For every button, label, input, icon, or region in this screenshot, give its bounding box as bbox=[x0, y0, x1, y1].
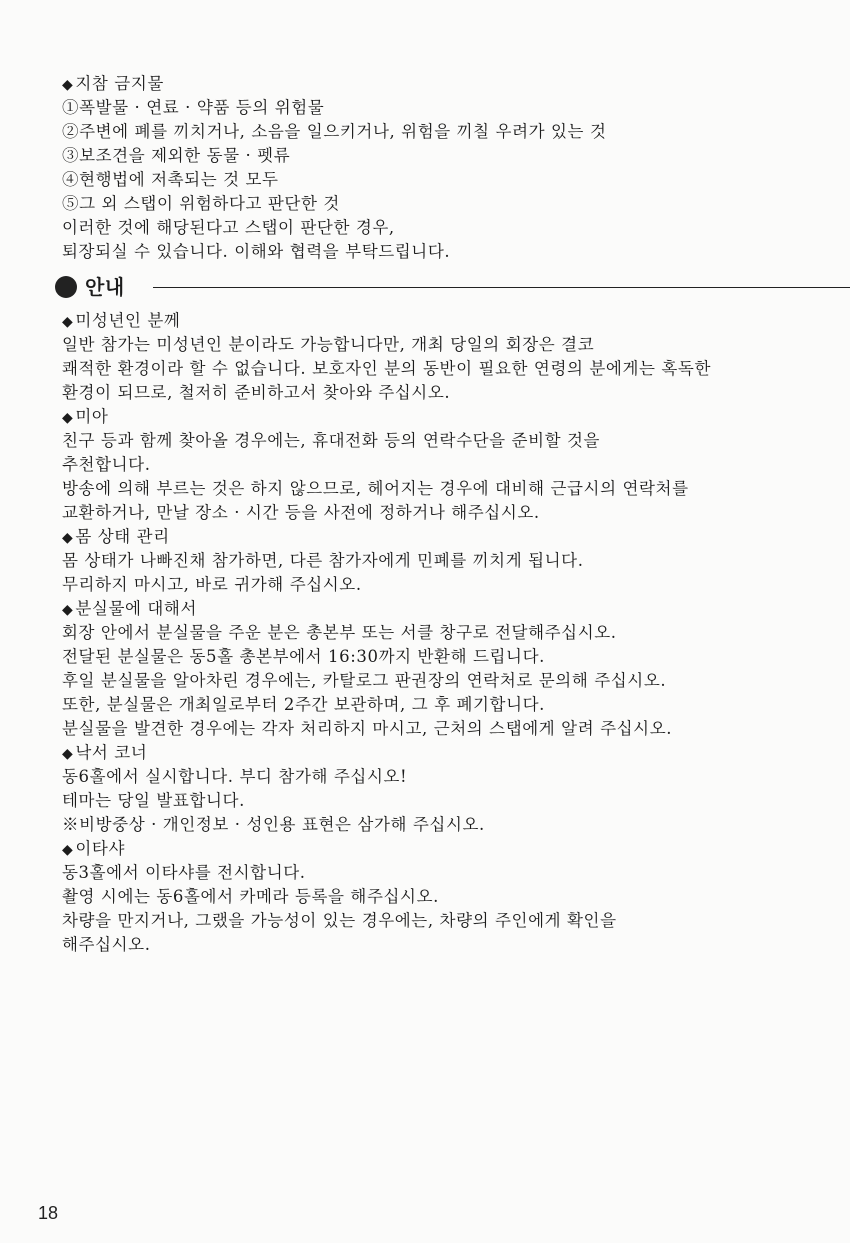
paragraph-line: ※비방중상 · 개인정보 · 성인용 표현은 삼가해 주십시오. bbox=[62, 815, 485, 834]
paragraph-line: 동6홀에서 실시합니다. 부디 참가해 주십시오! bbox=[62, 767, 408, 786]
section-bullet-icon bbox=[55, 276, 77, 298]
paragraph-line: 해주십시오. bbox=[62, 935, 151, 954]
minors-heading: ◆ 미성년인 분께 bbox=[62, 309, 180, 334]
paragraph-line: 차량을 만지거나, 그랬을 가능성이 있는 경우에는, 차량의 주인에게 확인을 bbox=[62, 911, 617, 930]
prohibited-items-heading: ◆ 지참 금지물 bbox=[62, 72, 164, 97]
prohibited-item: ③보조견을 제외한 동물 · 펫류 bbox=[62, 146, 291, 165]
paragraph-line: 친구 등과 함께 찾아올 경우에는, 휴대전화 등의 연락수단을 준비할 것을 bbox=[62, 431, 601, 450]
paragraph-line: 후일 분실물을 알아차린 경우에는, 카탈로그 판권장의 연락처로 문의해 주십시오. bbox=[62, 671, 667, 690]
lost-items-heading: ◆ 분실물에 대해서 bbox=[62, 597, 197, 622]
paragraph-line: 회장 안에서 분실물을 주운 분은 총본부 또는 서클 창구로 전달해주십시오. bbox=[62, 623, 617, 642]
paragraph-line: 몸 상태가 나빠진채 참가하면, 다른 참가자에게 민폐를 끼치게 됩니다. bbox=[62, 551, 584, 570]
paragraph-line: 테마는 당일 발표합니다. bbox=[62, 791, 245, 810]
lost-child-heading: ◆ 미아 bbox=[62, 405, 108, 430]
paragraph-line: 쾌적한 환경이라 할 수 없습니다. 보호자인 분의 동반이 필요한 연령의 분에게는 혹독한 bbox=[62, 359, 712, 378]
itasha-heading: ◆ 이타샤 bbox=[62, 837, 125, 862]
paragraph-line: 환경이 되므로, 철저히 준비하고서 찾아와 주십시오. bbox=[62, 383, 451, 402]
paragraph-line: 일반 참가는 미성년인 분이라도 가능합니다만, 개최 당일의 회장은 결코 bbox=[62, 335, 595, 354]
prohibited-item: ②주변에 폐를 끼치거나, 소음을 일으키거나, 위험을 끼칠 우려가 있는 것 bbox=[62, 122, 607, 141]
graffiti-heading: ◆ 낙서 코너 bbox=[62, 741, 147, 766]
prohibited-item: ⑤그 외 스탭이 위험하다고 판단한 것 bbox=[62, 194, 340, 213]
paragraph-line: 분실물을 발견한 경우에는 각자 처리하지 마시고, 근처의 스탭에게 알려 주십시오. bbox=[62, 719, 673, 738]
page-number: 18 bbox=[38, 1203, 59, 1223]
paragraph-line: 무리하지 마시고, 바로 귀가해 주십시오. bbox=[62, 575, 362, 594]
prohibited-note-line: 이러한 것에 해당된다고 스탭이 판단한 경우, bbox=[62, 218, 395, 237]
section-title: 안내 bbox=[85, 275, 125, 299]
prohibited-item: ①폭발물 · 연료 · 약품 등의 위험물 bbox=[62, 98, 325, 117]
section-header bbox=[55, 272, 850, 302]
prohibited-item: ④현행법에 저촉되는 것 모두 bbox=[62, 170, 279, 189]
paragraph-line: 방송에 의해 부르는 것은 하지 않으므로, 헤어지는 경우에 대비해 근급시의 연락처를 bbox=[62, 479, 689, 498]
paragraph-line: 교환하거나, 만날 장소 · 시간 등을 사전에 정하거나 해주십시오. bbox=[62, 503, 540, 522]
prohibited-note-line: 퇴장되실 수 있습니다. 이해와 협력을 부탁드립니다. bbox=[62, 242, 451, 261]
paragraph-line: 추천합니다. bbox=[62, 455, 151, 474]
section-divider bbox=[153, 287, 850, 288]
paragraph-line: 전달된 분실물은 동5홀 총본부에서 16:30까지 반환해 드립니다. bbox=[62, 647, 545, 666]
paragraph-line: 동3홀에서 이타샤를 전시합니다. bbox=[62, 863, 306, 882]
paragraph-line: 촬영 시에는 동6홀에서 카메라 등록을 해주십시오. bbox=[62, 887, 439, 906]
paragraph-line: 또한, 분실물은 개최일로부터 2주간 보관하며, 그 후 폐기합니다. bbox=[62, 695, 546, 714]
health-heading: ◆ 몸 상태 관리 bbox=[62, 525, 170, 550]
